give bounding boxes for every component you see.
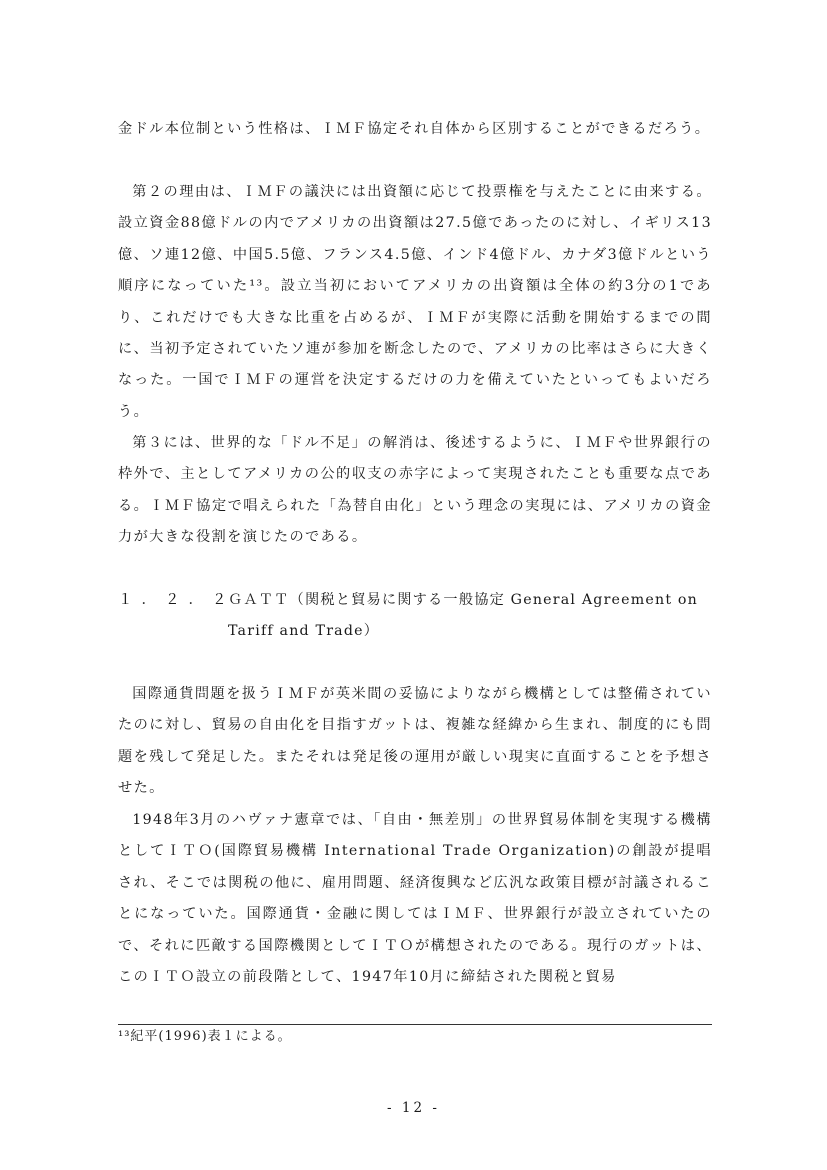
- footnote-divider: [118, 1024, 712, 1025]
- paragraph-havana-charter: 1948年3月のハヴァナ憲章では、「自由・無差別」の世界貿易体制を実現する機構としてＩＴＯ(国際貿易機構 International Trade Organization)の創設が提唱され、そこでは関税の他に、雇用問題、経済復興など広汎な政策目標が討議されることになっていた。国際通貨・金融に関してはＩＭＦ、世界銀行が設立されていたので、それに匹敵する国際機関としてＩＴＯが構想されたのである。現行のガットは、このＩＴＯ設立の前段階として、1947年10月に締結された関税と貿易: [118, 812, 712, 986]
- paragraph-third-reason: 第３には、世界的な「ドル不足」の解消は、後述するように、ＩＭＦや世界銀行の枠外で、主としてアメリカの公的収支の赤字によって実現されたことも重要な点である。ＩＭＦ協定で唱えられた「為替自由化」という理念の実現には、アメリカの資金力が大きな役割を演じたのである。: [118, 435, 712, 546]
- section-title: ＧＡＴＴ（関税と貿易に関する一般協定 General Agreement on Tariff and Trade）: [228, 592, 699, 639]
- paragraph-imf-gatt-comparison: 国際通貨問題を扱うＩＭＦが英米間の妥協によりながら機構としては整備されていたのに対し、貿易の自由化を目指すガットは、複雑な経緯から生まれ、制度的にも問題を残して発足した。またそれは発足後の運用が厳しい現実に直面することを予想させた。: [118, 686, 712, 797]
- section-number: １．２．２: [118, 592, 236, 608]
- paragraph-second-reason: 第２の理由は、ＩＭＦの議決には出資額に応じて投票権を与えたことに由来する。設立資金88億ドルの内でアメリカの出資額は27.5億であったのに対し、イギリス13億、ソ連12億、中国5.5億、フランス4.5億、インド4億ドル、カナダ3億ドルという順序になっていた¹³。設立当初においてアメリカの出資額は全体の約3分の1であり、これだけでも大きな比重を占めるが、ＩＭＦが実際に活動を開始するまでの間に、当初予定されていたソ連が参加を断念したので、アメリカの比率はさらに大きくなった。一国でＩＭＦの運営を決定するだけの力を備えていたといってもよいだろう。: [118, 184, 712, 420]
- footnote: ¹³紀平(1996)表１による。: [118, 1029, 292, 1044]
- paragraph-gold-dollar-standard: 金ドル本位制という性格は、ＩＭＦ協定それ自体から区別することができるだろう。: [118, 121, 711, 137]
- page-number: - 12 -: [387, 1100, 440, 1116]
